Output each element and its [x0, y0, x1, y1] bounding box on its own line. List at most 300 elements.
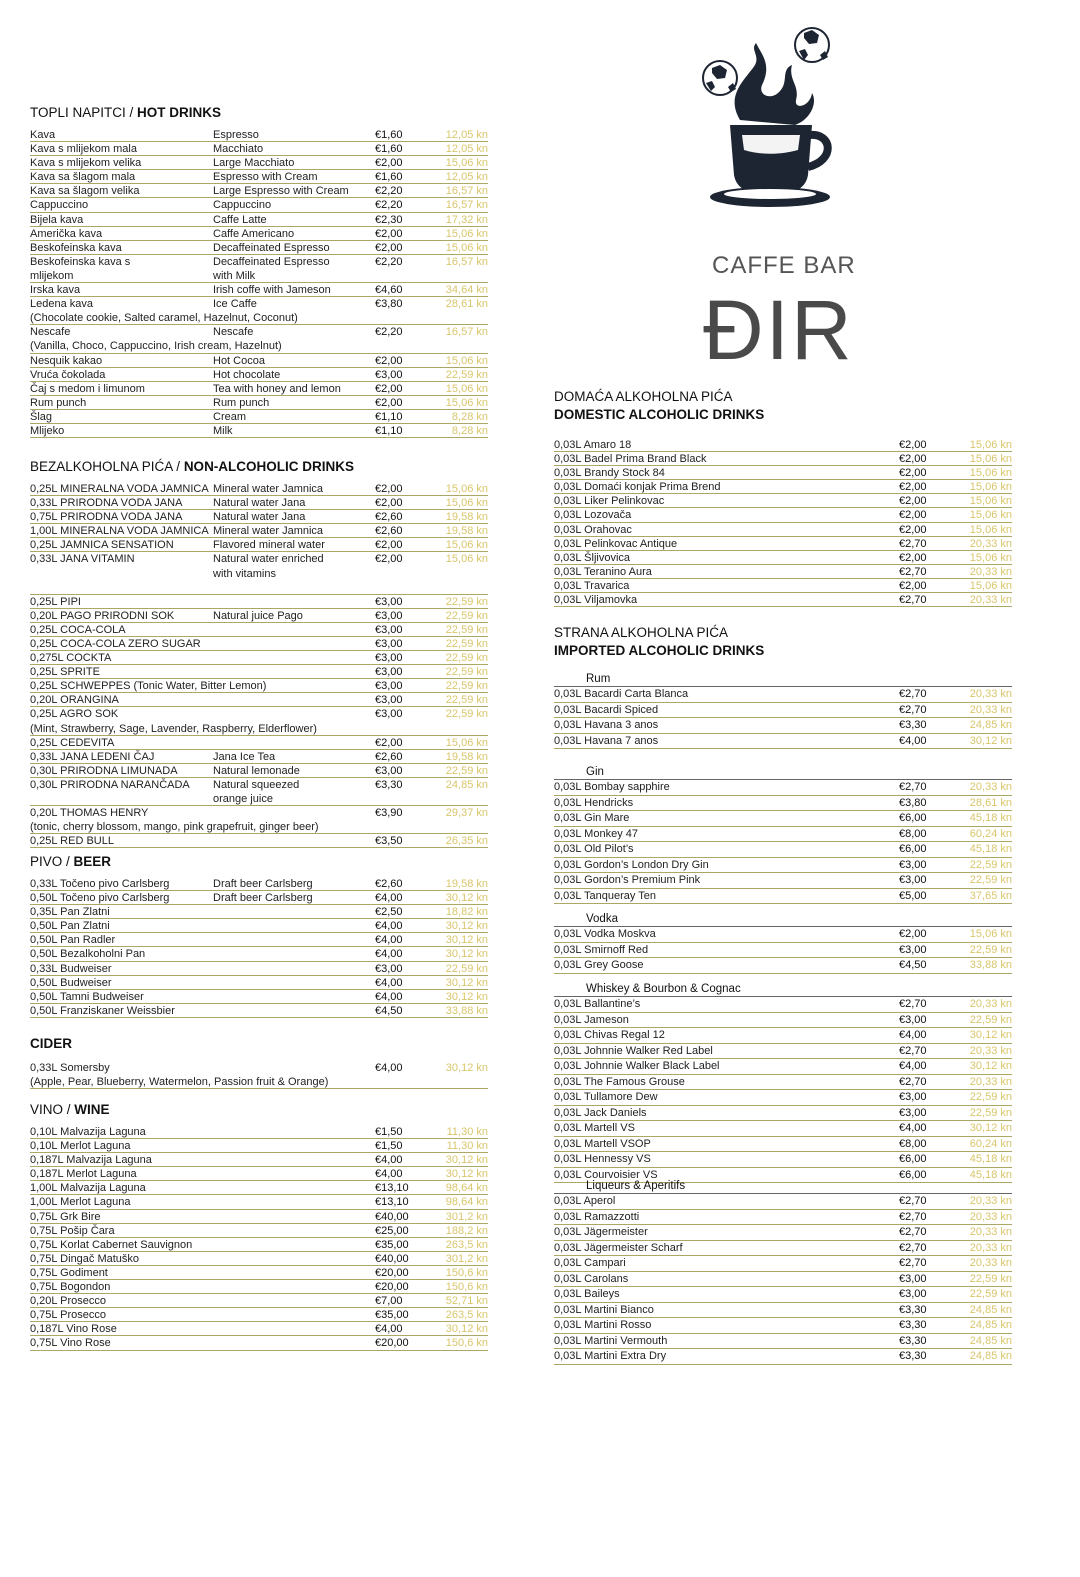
price-kuna: 22,59 kn — [445, 708, 488, 721]
price-euro: €4,00 — [375, 934, 403, 947]
item-name: Kava sa šlagom mala — [30, 171, 136, 184]
item-name: 0,75L Pošip Čara — [30, 1224, 115, 1237]
price-euro: €1,50 — [375, 1140, 403, 1153]
price-kuna: 12,05 kn — [445, 129, 488, 141]
menu-row — [554, 958, 1012, 974]
item-name: 0,03L Bacardi Carta Blanca — [554, 688, 689, 700]
item-name-english: Natural lemonade — [213, 764, 300, 777]
menu-row — [30, 1224, 488, 1238]
menu-row — [30, 482, 488, 496]
menu-row — [30, 382, 488, 396]
price-kuna: 52,71 kn — [445, 1295, 488, 1308]
menu-row — [30, 241, 488, 255]
item-name: 0,03L Teranino Aura — [554, 565, 652, 578]
price-kuna: 15,06 kn — [969, 928, 1012, 940]
price-euro: €2,00 — [899, 509, 927, 522]
section-rows — [30, 877, 488, 1018]
price-kuna: 15,06 kn — [969, 551, 1012, 564]
item-name: 0,25L COCA-COLA — [30, 623, 126, 636]
price-kuna: 20,33 kn — [969, 703, 1012, 716]
menu-row — [30, 1266, 488, 1280]
price-kuna: 22,59 kn — [445, 694, 488, 707]
price-kuna: 8,28 kn — [451, 424, 488, 437]
price-euro: €3,00 — [899, 1106, 927, 1119]
drink-group — [554, 912, 1012, 974]
price-kuna: 15,06 kn — [445, 396, 488, 409]
item-name-english: Nescafe — [213, 326, 254, 339]
menu-row — [554, 1303, 1012, 1319]
price-euro: €2,70 — [899, 703, 927, 716]
section-title-english: HOT DRINKS — [137, 105, 222, 120]
menu-row — [30, 552, 488, 594]
item-name: 0,33L JANA VITAMIN — [30, 553, 135, 566]
item-name-english: Ice Caffe — [213, 298, 257, 311]
item-name: 0,03L Gordon’s Premium Pink — [554, 874, 701, 886]
price-kuna: 34,64 kn — [445, 284, 488, 297]
price-euro: €2,00 — [375, 227, 403, 240]
price-kuna: 98,64 kn — [445, 1182, 488, 1195]
item-name: Kava s mlijekom mala — [30, 143, 137, 156]
item-name: 0,20L THOMAS HENRY — [30, 807, 149, 820]
price-euro: €6,00 — [899, 1153, 927, 1165]
item-name: 0,03L Martell VS — [554, 1122, 635, 1134]
price-euro: €3,00 — [899, 1091, 927, 1103]
item-name: Kava — [30, 129, 56, 141]
item-name: 0,75L PRIRODNA VODA JANA — [30, 511, 183, 524]
item-name: Cappuccino — [30, 199, 89, 212]
item-name: Šlag — [30, 410, 53, 423]
price-kuna: 22,59 kn — [969, 874, 1012, 886]
price-kuna: 20,33 kn — [969, 565, 1012, 578]
menu-row — [30, 834, 488, 848]
item-name: 0,03L Jack Daniels — [554, 1106, 647, 1119]
price-kuna: 19,58 kn — [445, 878, 488, 890]
menu-row — [554, 1225, 1012, 1241]
price-kuna: 15,06 kn — [969, 579, 1012, 592]
price-euro: €3,00 — [375, 652, 403, 665]
menu-row — [554, 1318, 1012, 1334]
group-heading: Rum — [554, 672, 1012, 687]
menu-row — [30, 637, 488, 651]
price-kuna: 263,5 kn — [445, 1309, 488, 1322]
price-euro: €2,00 — [375, 241, 403, 254]
section-title-english: NON-ALCOHOLIC DRINKS — [183, 459, 355, 474]
item-name: 0,50L Pan Zlatni — [30, 920, 110, 933]
menu-row — [30, 227, 488, 241]
price-kuna: 28,61 kn — [445, 298, 488, 311]
section-title-local: BEZALKOHOLNA PIĆA / — [30, 459, 184, 474]
menu-row — [30, 905, 488, 919]
price-euro: €2,00 — [899, 481, 927, 494]
item-name-english: Draft beer Carlsberg — [213, 892, 313, 905]
price-euro: €2,00 — [375, 483, 403, 495]
price-kuna: 30,12 kn — [445, 948, 488, 961]
item-name: 0,03L Tanqueray Ten — [554, 889, 656, 902]
price-kuna: 15,06 kn — [969, 439, 1012, 451]
item-name: 0,03L Jägermeister — [554, 1226, 648, 1238]
price-euro: €2,60 — [375, 750, 403, 763]
price-kuna: 22,59 kn — [445, 666, 488, 679]
section-title — [30, 1035, 488, 1053]
price-euro: €2,70 — [899, 1195, 927, 1207]
menu-row — [554, 551, 1012, 565]
price-euro: €4,50 — [899, 959, 927, 971]
section-title-local: PIVO / — [30, 854, 74, 869]
item-name: 1,00L Merlot Laguna — [30, 1196, 131, 1209]
item-name: 0,75L Bogondon — [30, 1281, 111, 1294]
item-name: 0,25L CEDEVITA — [30, 736, 115, 749]
price-kuna: 150,6 kn — [445, 1281, 488, 1294]
item-name: Nescafe — [30, 326, 71, 339]
price-euro: €3,00 — [899, 1013, 927, 1026]
price-euro: €2,70 — [899, 781, 927, 793]
price-kuna: 33,88 kn — [969, 959, 1012, 971]
price-euro: €13,10 — [375, 1196, 409, 1209]
section-title — [554, 388, 1012, 424]
menu-row — [554, 811, 1012, 827]
section-title — [30, 104, 488, 122]
price-kuna: 20,33 kn — [969, 1210, 1012, 1223]
menu-row — [30, 665, 488, 679]
price-kuna: 30,12 kn — [969, 1060, 1012, 1072]
item-name: 0,03L Badel Prima Brand Black — [554, 453, 707, 466]
menu-row — [554, 1241, 1012, 1257]
menu-row — [554, 1334, 1012, 1350]
price-kuna: 20,33 kn — [969, 1257, 1012, 1269]
item-name: Beskofeinska kava — [30, 241, 122, 254]
item-name: 0,25L PIPI — [30, 595, 81, 608]
item-name: Ledena kava — [30, 298, 93, 311]
item-name: 0,03L Ballantine’s — [554, 998, 641, 1010]
price-kuna: 22,59 kn — [969, 1106, 1012, 1119]
price-euro: €2,70 — [899, 594, 927, 607]
price-euro: €2,70 — [899, 565, 927, 578]
price-kuna: 60,24 kn — [969, 827, 1012, 840]
item-name-english: Cappuccino — [213, 199, 272, 212]
drink-group — [554, 1179, 1012, 1365]
item-description: (Chocolate cookie, Salted caramel, Hazelnut, Coconut) — [30, 312, 298, 325]
price-euro: €3,30 — [899, 1334, 927, 1347]
price-kuna: 30,12 kn — [445, 892, 488, 905]
price-kuna: 22,59 kn — [445, 962, 488, 975]
menu-row — [30, 693, 488, 707]
price-kuna: 188,2 kn — [445, 1224, 488, 1237]
menu-row — [554, 796, 1012, 812]
price-euro: €2,70 — [899, 998, 927, 1010]
price-euro: €4,00 — [375, 920, 403, 933]
price-euro: €3,00 — [375, 609, 403, 622]
item-name-english: Natural water enriched — [213, 553, 324, 566]
menu-row — [30, 877, 488, 891]
menu-row — [554, 1137, 1012, 1153]
price-euro: €35,00 — [375, 1309, 409, 1322]
price-euro: €4,00 — [899, 1060, 927, 1072]
price-kuna: 22,59 kn — [969, 1288, 1012, 1300]
price-kuna: 24,85 kn — [969, 1350, 1012, 1362]
price-kuna: 24,85 kn — [445, 778, 488, 791]
price-kuna: 24,85 kn — [969, 719, 1012, 731]
menu-row — [554, 466, 1012, 480]
menu-row — [554, 889, 1012, 905]
menu-row — [30, 156, 488, 170]
menu-section-nonalc — [30, 458, 488, 848]
item-name: Nesquik kakao — [30, 354, 103, 367]
menu-row — [30, 595, 488, 609]
item-name: 0,03L Gordon’s London Dry Gin — [554, 858, 709, 871]
item-name-english-line2: with vitamins — [213, 567, 276, 580]
menu-row — [554, 718, 1012, 734]
price-kuna: 20,33 kn — [969, 1195, 1012, 1207]
menu-row — [554, 452, 1012, 466]
menu-row — [30, 947, 488, 961]
price-euro: €3,00 — [899, 1272, 927, 1285]
item-name: 0,03L Amaro 18 — [554, 439, 632, 451]
section-title-english: BEER — [73, 854, 112, 869]
price-euro: €4,50 — [375, 1004, 403, 1017]
price-kuna: 22,59 kn — [445, 609, 488, 622]
item-name: 0,33L JANA LEDENI ČAJ — [30, 750, 155, 763]
price-kuna: 15,06 kn — [445, 483, 488, 495]
menu-row — [554, 943, 1012, 959]
item-name: 0,03L Courvoisier VS — [554, 1168, 658, 1181]
price-kuna: 22,59 kn — [445, 764, 488, 777]
price-euro: €2,00 — [899, 579, 927, 592]
price-kuna: 15,06 kn — [445, 227, 488, 240]
menu-row — [30, 184, 488, 198]
item-name-english: Cream — [213, 410, 247, 423]
item-name: Vruća čokolada — [30, 368, 106, 381]
item-name-english: Hot Cocoa — [213, 354, 265, 367]
price-kuna: 30,12 kn — [445, 920, 488, 933]
item-name: 0,33L PRIRODNA VODA JANA — [30, 497, 183, 510]
item-name: 0,03L Campari — [554, 1257, 626, 1269]
menu-row — [30, 891, 488, 905]
price-kuna: 15,06 kn — [969, 481, 1012, 494]
item-name-english: Draft beer Carlsberg — [213, 878, 313, 890]
price-kuna: 30,12 kn — [445, 934, 488, 947]
price-kuna: 30,12 kn — [969, 1029, 1012, 1041]
price-euro: €2,00 — [375, 553, 403, 566]
section-rows — [30, 1061, 488, 1089]
price-kuna: 33,88 kn — [445, 1004, 488, 1017]
menu-row — [30, 919, 488, 933]
price-kuna: 30,12 kn — [445, 1062, 488, 1074]
section-title-english: DOMESTIC ALCOHOLIC DRINKS — [554, 407, 765, 422]
price-euro: €4,00 — [375, 1062, 403, 1074]
price-kuna: 15,06 kn — [445, 736, 488, 749]
item-name: 0,03L Viljamovka — [554, 594, 638, 607]
price-euro: €4,00 — [899, 1122, 927, 1134]
menu-row — [30, 707, 488, 735]
item-name-english: Mineral water Jamnica — [213, 525, 324, 538]
price-euro: €3,00 — [375, 595, 403, 608]
price-kuna: 22,59 kn — [969, 943, 1012, 956]
item-name-english: Milk — [213, 424, 233, 437]
price-euro: €2,20 — [375, 255, 403, 268]
menu-row — [554, 927, 1012, 943]
item-name: 0,25L SPRITE — [30, 666, 100, 679]
price-euro: €6,00 — [899, 1168, 927, 1181]
item-name: 0,75L Dingač Matuško — [30, 1252, 140, 1265]
menu-section-cider — [30, 1035, 488, 1089]
menu-row — [554, 842, 1012, 858]
menu-row — [30, 1308, 488, 1322]
item-name: 0,03L Hennessy VS — [554, 1153, 651, 1165]
menu-row — [30, 538, 488, 552]
price-euro: €3,00 — [899, 858, 927, 871]
price-kuna: 22,59 kn — [969, 858, 1012, 871]
item-name: 0,03L Baileys — [554, 1288, 620, 1300]
price-euro: €2,50 — [375, 906, 403, 919]
price-kuna: 22,59 kn — [445, 623, 488, 636]
menu-row — [30, 213, 488, 227]
item-name: 0,03L Havana 3 anos — [554, 719, 659, 731]
price-euro: €2,00 — [375, 382, 403, 395]
item-description: (Mint, Strawberry, Sage, Lavender, Raspberry, Elderflower) — [30, 722, 317, 735]
item-name-english-line2: with Milk — [213, 269, 256, 282]
price-kuna: 24,85 kn — [969, 1319, 1012, 1331]
section-title-english: IMPORTED ALCOHOLIC DRINKS — [554, 643, 765, 658]
price-euro: €1,60 — [375, 171, 403, 184]
price-euro: €2,00 — [899, 495, 927, 508]
price-kuna: 150,6 kn — [445, 1337, 488, 1350]
menu-row — [554, 438, 1012, 452]
menu-row — [30, 297, 488, 325]
item-name: 0,33L Budweiser — [30, 962, 112, 975]
item-name: 0,03L The Famous Grouse — [554, 1075, 685, 1088]
menu-row — [30, 1125, 488, 1139]
menu-row — [30, 1252, 488, 1266]
price-kuna: 20,33 kn — [969, 594, 1012, 607]
item-name: 0,20L Prosecco — [30, 1295, 107, 1308]
drink-group — [554, 765, 1012, 904]
item-name: Irska kava — [30, 284, 81, 297]
menu-row — [554, 537, 1012, 551]
price-kuna: 24,85 kn — [969, 1334, 1012, 1347]
item-name: 0,20L PAGO PRIRODNI SOK — [30, 609, 175, 622]
price-kuna: 28,61 kn — [969, 796, 1012, 809]
item-name: Američka kava — [30, 227, 103, 240]
item-name: Mlijeko — [30, 424, 65, 437]
price-euro: €3,30 — [899, 1350, 927, 1362]
price-kuna: 24,85 kn — [969, 1303, 1012, 1316]
price-kuna: 20,33 kn — [969, 537, 1012, 550]
price-kuna: 37,65 kn — [969, 889, 1012, 902]
price-euro: €4,00 — [375, 1168, 403, 1181]
item-name: 0,03L Šljivovica — [554, 551, 631, 564]
menu-row — [30, 142, 488, 156]
price-euro: €2,70 — [899, 537, 927, 550]
price-kuna: 22,59 kn — [445, 368, 488, 381]
price-kuna: 17,32 kn — [445, 213, 488, 226]
price-euro: €2,00 — [899, 467, 927, 480]
price-kuna: 18,82 kn — [445, 906, 488, 919]
item-name: 0,03L Smirnoff Red — [554, 943, 649, 956]
price-kuna: 22,59 kn — [969, 1272, 1012, 1285]
menu-row — [30, 976, 488, 990]
item-name-english: Rum punch — [213, 396, 270, 409]
item-name: 0,25L RED BULL — [30, 835, 114, 848]
section-title-local: STRANA ALKOHOLNA PIĆA — [554, 625, 729, 640]
menu-row — [554, 1272, 1012, 1288]
price-euro: €2,00 — [899, 551, 927, 564]
price-euro: €6,00 — [899, 812, 927, 824]
price-kuna: 30,12 kn — [445, 1154, 488, 1167]
price-euro: €4,00 — [899, 734, 927, 747]
item-name: 0,75L Vino Rose — [30, 1337, 111, 1350]
item-name: 0,75L Prosecco — [30, 1309, 107, 1322]
item-name-english: Mineral water Jamnica — [213, 483, 324, 495]
item-name: 0,30L PRIRODNA NARANČADA — [30, 778, 190, 791]
price-kuna: 60,24 kn — [969, 1137, 1012, 1150]
price-euro: €6,00 — [899, 843, 927, 855]
price-euro: €2,60 — [375, 878, 403, 890]
menu-row — [30, 510, 488, 524]
price-euro: €2,70 — [899, 1257, 927, 1269]
menu-row — [30, 990, 488, 1004]
price-kuna: 19,58 kn — [445, 511, 488, 524]
price-kuna: 11,30 kn — [446, 1140, 488, 1153]
price-euro: €2,00 — [375, 736, 403, 749]
price-kuna: 22,59 kn — [969, 1091, 1012, 1103]
price-kuna: 12,05 kn — [445, 171, 488, 184]
price-kuna: 20,33 kn — [969, 1044, 1012, 1057]
price-kuna: 26,35 kn — [445, 835, 488, 848]
group-heading: Gin — [554, 765, 1012, 780]
price-kuna: 30,12 kn — [969, 734, 1012, 747]
price-kuna: 20,33 kn — [969, 998, 1012, 1010]
menu-row — [554, 703, 1012, 719]
menu-row — [554, 1152, 1012, 1168]
item-name: Bijela kava — [30, 213, 84, 226]
group-heading: Whiskey & Bourbon & Cognac — [554, 982, 1012, 997]
menu-row — [30, 128, 488, 142]
menu-row — [554, 1106, 1012, 1122]
menu-row — [554, 1287, 1012, 1303]
price-kuna: 12,05 kn — [445, 143, 488, 156]
menu-row — [30, 651, 488, 665]
item-name: 0,03L Martini Vermouth — [554, 1334, 668, 1347]
item-name: 0,03L Hendricks — [554, 796, 634, 809]
price-euro: €7,00 — [375, 1295, 403, 1308]
item-name: 0,50L Pan Radler — [30, 934, 116, 947]
menu-row — [30, 1181, 488, 1195]
price-euro: €2,20 — [375, 199, 403, 212]
price-kuna: 263,5 kn — [445, 1238, 488, 1251]
price-kuna: 16,57 kn — [445, 326, 488, 339]
price-kuna: 22,59 kn — [445, 637, 488, 650]
item-name: 0,50L Budweiser — [30, 976, 112, 989]
price-kuna: 15,06 kn — [969, 523, 1012, 536]
item-name: 0,25L SCHWEPPES (Tonic Water, Bitter Lemon) — [30, 680, 267, 693]
item-name-english: Macchiato — [213, 143, 264, 156]
item-name: 0,03L Gin Mare — [554, 812, 630, 824]
price-euro: €2,70 — [899, 1044, 927, 1057]
price-euro: €2,00 — [375, 354, 403, 367]
price-euro: €3,00 — [375, 623, 403, 636]
item-name: Rum punch — [30, 396, 87, 409]
menu-row — [554, 873, 1012, 889]
group-heading: Vodka — [554, 912, 1012, 927]
brand-title: ĐIR — [703, 283, 854, 377]
item-name: 0,03L Chivas Regal 12 — [554, 1029, 665, 1041]
menu-row — [554, 687, 1012, 703]
menu-section-domestic — [554, 388, 1012, 607]
price-euro: €4,00 — [375, 1154, 403, 1167]
menu-row — [554, 1013, 1012, 1029]
item-name-english: Decaffeinated Espresso — [213, 241, 330, 254]
item-name: Kava sa šlagom velika — [30, 185, 140, 198]
